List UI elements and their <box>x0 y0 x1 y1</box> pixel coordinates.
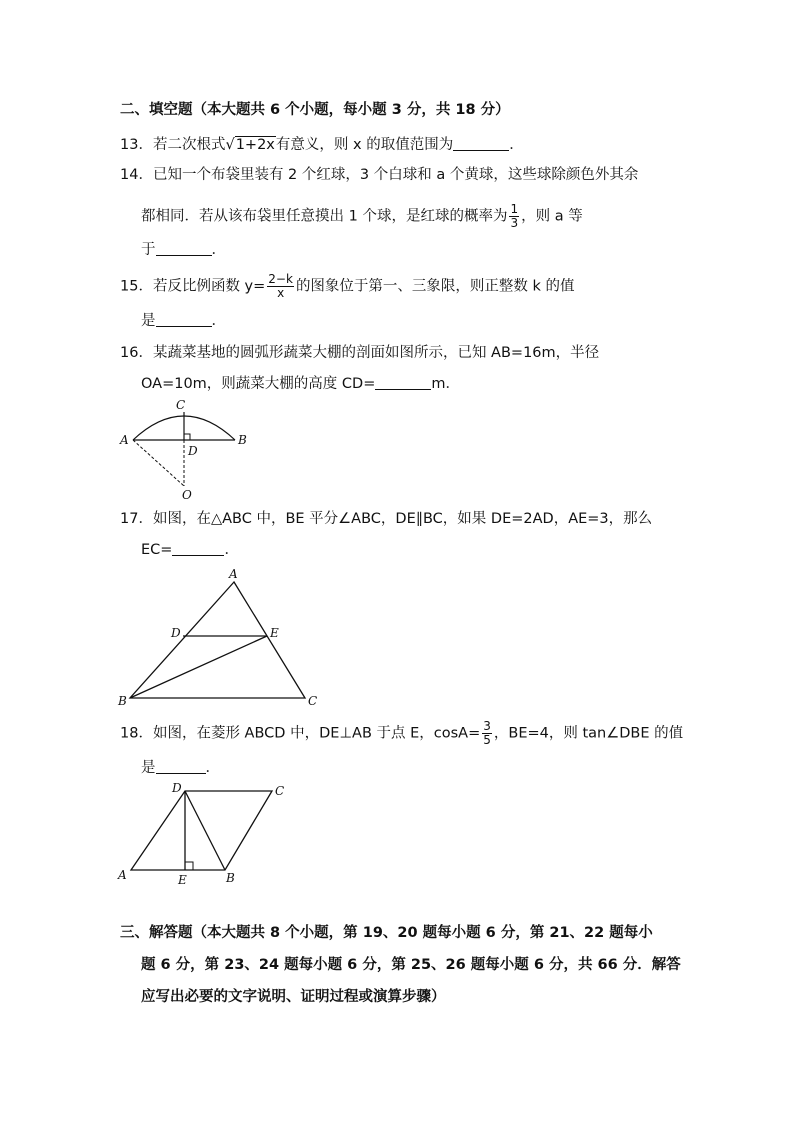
question-15-line2 <box>141 311 226 331</box>
question-16-line1: 16．某蔬菜基地的圆弧形蔬菜大棚的剖面如图所示，已知 AB=16m，半径 <box>120 345 600 361</box>
label-o: O <box>182 488 192 502</box>
label-d: D <box>188 444 198 458</box>
fraction-denominator: x <box>277 286 285 300</box>
greenhouse-arc-figure <box>115 396 255 504</box>
q15-end: ． <box>211 313 226 329</box>
label-c: C <box>275 784 285 798</box>
fraction-three-fifths <box>482 720 492 747</box>
answer-blank <box>156 759 206 774</box>
label-a: A <box>229 567 238 581</box>
q16-line2-post: m． <box>431 376 460 392</box>
label-a: A <box>120 433 129 447</box>
rhombus-abcd <box>131 791 272 870</box>
fraction-2-minus-k-over-x <box>267 273 294 300</box>
label-b: B <box>238 433 247 447</box>
question-14-line3 <box>141 240 226 260</box>
q13-text-post: 有意义，则 x 的取值范围为 <box>275 137 454 153</box>
q14-end: ． <box>211 242 226 258</box>
answer-blank <box>375 375 431 390</box>
section2-heading: 二、填空题（本大题共 6 个小题，每小题 3 分，共 18 分） <box>120 102 510 118</box>
answer-blank <box>156 241 212 256</box>
q17-line2-pre: EC= <box>141 542 173 558</box>
fraction-numerator: 2−k <box>268 272 293 286</box>
q18-line2-pre: 是 <box>141 760 156 776</box>
question-16-line2 <box>141 374 460 394</box>
section3-heading-line3: 应写出必要的文字说明、证明过程或演算步骤） <box>141 989 446 1005</box>
label-a: A <box>118 868 127 882</box>
question-14-line1: 14．已知一个布袋里装有 2 个红球，3 个白球和 a 个黄球，这些球除颜色外其余 <box>120 167 639 183</box>
q14-text-pre: 都相同．若从该布袋里任意摸出 1 个球，是红球的概率为 <box>141 208 508 225</box>
question-14-line2 <box>141 203 583 230</box>
q15-text-pre: 15．若反比例函数 y= <box>120 278 266 295</box>
triangle-abc <box>130 582 305 698</box>
section3-heading-line1: 三、解答题（本大题共 8 个小题，第 19、20 题每小题 6 分，第 21、22 题每小 <box>120 925 653 941</box>
q18-text-post: ，BE=4，则 tan∠DBE 的值 <box>493 725 684 742</box>
label-e: E <box>178 873 187 887</box>
question-13 <box>120 135 524 155</box>
question-18-line2 <box>141 758 220 778</box>
label-e: E <box>270 626 279 640</box>
label-d: D <box>171 626 181 640</box>
fraction-denominator: 5 <box>483 733 491 747</box>
q15-text-post: 的图象位于第一、三象限，则正整数 k 的值 <box>295 278 575 295</box>
question-15-line1 <box>120 273 575 300</box>
label-c: C <box>308 694 318 708</box>
q16-line2-pre: OA=10m，则蔬菜大棚的高度 CD= <box>141 376 376 392</box>
q15-line2-pre: 是 <box>141 313 156 329</box>
rhombus-abcd-figure <box>115 778 300 888</box>
right-angle-mark <box>185 862 193 870</box>
triangle-abc-figure <box>115 565 325 710</box>
label-d: D <box>172 781 182 795</box>
right-angle-mark <box>184 434 190 440</box>
q14-line3-pre: 于 <box>141 242 156 258</box>
fraction-one-third <box>509 203 519 230</box>
q14-text-post: ，则 a 等 <box>521 208 583 225</box>
label-b: B <box>226 871 235 885</box>
label-c: C <box>176 398 186 412</box>
segment-db <box>185 791 225 870</box>
sqrt-radicand: 1+2x <box>235 137 275 153</box>
q18-end: ． <box>205 760 220 776</box>
label-b: B <box>118 694 127 708</box>
fraction-denominator: 3 <box>510 216 519 230</box>
question-18-line1 <box>120 720 683 747</box>
q18-text-pre: 18．如图，在菱形 ABCD 中，DE⊥AB 于点 E，cosA= <box>120 725 481 742</box>
question-17-line2 <box>141 540 239 560</box>
answer-blank <box>172 541 224 556</box>
segment-be <box>130 636 267 698</box>
answer-blank <box>453 136 509 151</box>
dashed-oa <box>133 440 184 486</box>
question-17-line1: 17．如图，在△ABC 中，BE 平分∠ABC，DE∥BC，如果 DE=2AD，AE=3，那么 <box>120 511 653 527</box>
q13-end: ． <box>509 137 524 153</box>
answer-blank <box>156 312 212 327</box>
fraction-numerator: 3 <box>483 719 491 733</box>
sqrt-expression: √1+2x <box>225 137 275 153</box>
fraction-numerator: 1 <box>510 202 519 216</box>
q13-text-pre: 13．若二次根式 <box>120 137 226 153</box>
section3-heading-line2: 题 6 分，第 23、24 题每小题 6 分，第 25、26 题每小题 6 分，共 66 分．解答 <box>141 957 681 973</box>
q17-end: ． <box>224 542 239 558</box>
